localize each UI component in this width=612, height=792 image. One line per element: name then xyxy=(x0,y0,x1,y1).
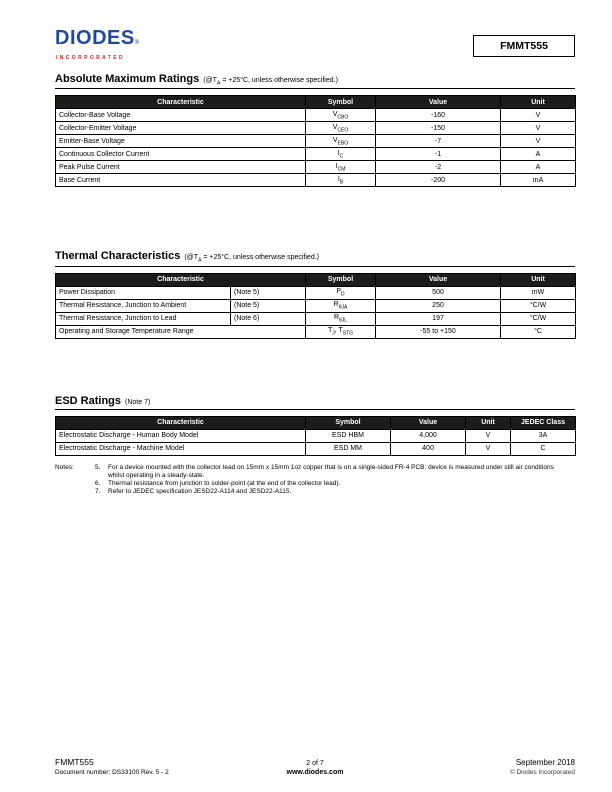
cell-value: -2 xyxy=(376,161,501,174)
cell-symbol xyxy=(306,109,376,122)
symbol-subscript: θJA xyxy=(338,304,348,311)
part-number-box: FMMT555 xyxy=(473,35,575,57)
table-row xyxy=(56,299,576,312)
cell-symbol xyxy=(306,299,376,312)
subtitle-suffix: = +25°C, unless otherwise specified.) xyxy=(201,254,319,262)
symbol-subscript: θJL xyxy=(339,317,348,324)
cell-unit: A xyxy=(501,148,576,161)
symbol-subscript: STG xyxy=(342,330,354,337)
cell-characteristic: Collector-Base Voltage xyxy=(56,109,306,122)
footer-right xyxy=(343,758,575,776)
column-header-jedec-class: JEDEC Class xyxy=(511,416,576,429)
cell-unit: mW xyxy=(501,286,576,299)
note-number: 6. xyxy=(95,479,101,487)
table-row xyxy=(56,109,576,122)
cell-jedec-class: 3A xyxy=(511,429,576,442)
symbol-subscript: CEO xyxy=(337,127,349,134)
cell-symbol: ESD MM xyxy=(306,442,391,455)
cell-characteristic: Thermal Resistance, Junction to Ambient xyxy=(56,299,231,312)
cell-unit: °C/W xyxy=(501,299,576,312)
cell-value: 197 xyxy=(376,312,501,325)
absolute-maximum-ratings-table xyxy=(55,95,576,187)
cell-characteristic: Continuous Collector Current xyxy=(56,148,306,161)
symbol-base: R xyxy=(333,301,339,309)
notes-label: Notes: xyxy=(55,463,74,471)
cell-value: 250 xyxy=(376,299,501,312)
column-header-symbol: Symbol xyxy=(306,96,376,109)
section-subtitle xyxy=(184,254,319,263)
symbol-base: V xyxy=(332,110,338,118)
symbol-base: V xyxy=(332,136,338,144)
symbol-base: I xyxy=(335,162,338,170)
esd-ratings-section xyxy=(55,395,575,456)
cell-symbol xyxy=(306,161,376,174)
cell-value: -55 to +150 xyxy=(376,325,501,338)
symbol-base: T xyxy=(327,327,333,335)
cell-characteristic: Power Dissipation xyxy=(56,286,231,299)
column-header-symbol: Symbol xyxy=(306,273,376,286)
cell-unit: A xyxy=(501,161,576,174)
note-text: Refer to JEDEC specification JESD22-A114 and JESD22-A115. xyxy=(108,487,292,495)
cell-symbol xyxy=(306,286,376,299)
cell-characteristic: Electrostatic Discharge - Machine Model xyxy=(56,442,306,455)
column-header-value: Value xyxy=(391,416,466,429)
note-item xyxy=(95,488,566,496)
cell-note: (Note 5) xyxy=(231,286,306,299)
section-heading xyxy=(55,73,575,89)
cell-characteristic: Emitter-Base Voltage xyxy=(56,135,306,148)
diodes-logo xyxy=(55,28,140,61)
note-number: 7. xyxy=(95,487,101,495)
symbol-base: R xyxy=(333,314,340,322)
symbol-base: V xyxy=(332,123,338,131)
logo-rest: IODES xyxy=(69,27,135,49)
symbol-subscript: CBO xyxy=(337,114,349,121)
table-header-row xyxy=(56,273,576,286)
column-header-characteristic: Characteristic xyxy=(56,96,306,109)
table-row xyxy=(56,442,576,455)
cell-value: 4,000 xyxy=(391,429,466,442)
section-title: Absolute Maximum Ratings xyxy=(55,73,200,85)
cell-characteristic: Collector-Emitter Voltage xyxy=(56,122,306,135)
footer-website-link[interactable]: www.diodes.com xyxy=(286,769,344,776)
cell-characteristic: Electrostatic Discharge - Human Body Model xyxy=(56,429,306,442)
note-text: For a device mounted with the collector lead on 15mm x 15mm 1oz copper that is on a single-sided FR-4 PCB; device is measured under still air conditions whilst operating in a steady-state. xyxy=(108,463,554,479)
subtitle-suffix: = +25°C, unless otherwise specified.) xyxy=(220,77,338,84)
logo-wordmark xyxy=(55,28,140,53)
symbol-subscript: D xyxy=(341,291,345,298)
subtitle-prefix: (@T xyxy=(184,254,199,262)
cell-characteristic: Base Current xyxy=(56,174,306,187)
cell-characteristic: Peak Pulse Current xyxy=(56,161,306,174)
symbol-base: I xyxy=(337,175,340,183)
cell-characteristic: Operating and Storage Temperature Range xyxy=(56,325,306,338)
footer-part-number: FMMT555 xyxy=(55,757,94,767)
section-heading xyxy=(55,395,575,410)
cell-symbol xyxy=(306,135,376,148)
cell-unit: V xyxy=(501,135,576,148)
symbol-subscript: C xyxy=(339,153,344,160)
table-row xyxy=(56,325,576,338)
subtitle-subscript: A xyxy=(198,257,202,264)
thermal-characteristics-section xyxy=(55,250,575,338)
esd-ratings-table xyxy=(55,416,576,456)
section-subtitle: (Note 7) xyxy=(125,398,151,406)
cell-value: -200 xyxy=(376,174,501,187)
cell-value: 500 xyxy=(376,286,501,299)
cell-symbol xyxy=(306,174,376,187)
cell-jedec-class: C xyxy=(511,442,576,455)
logo-d-glyph: D xyxy=(55,27,70,49)
note-text: Thermal resistance from junction to solder-point (at the end of the collector lead). xyxy=(108,479,341,487)
cell-symbol xyxy=(306,122,376,135)
page-header xyxy=(55,28,575,61)
note-item xyxy=(95,464,566,480)
table-row xyxy=(56,161,576,174)
symbol-subscript: EBO xyxy=(337,140,349,147)
cell-value: -150 xyxy=(376,122,501,135)
symbol-subscript: J xyxy=(332,330,335,337)
footer-page-number: 2 of 7 xyxy=(306,760,324,767)
cell-unit: V xyxy=(501,122,576,135)
note-item xyxy=(95,480,566,488)
subtitle-prefix: (@T xyxy=(203,77,217,84)
cell-unit: °C/W xyxy=(501,312,576,325)
column-header-unit: Unit xyxy=(501,273,576,286)
cell-value: -1 xyxy=(376,148,501,161)
column-header-value: Value xyxy=(376,96,501,109)
note-number: 5. xyxy=(95,463,101,471)
cell-value: -160 xyxy=(376,109,501,122)
cell-unit: V xyxy=(466,442,511,455)
table-row xyxy=(56,429,576,442)
logo-incorporated-text: INCORPORATED xyxy=(56,55,125,61)
cell-unit: mA xyxy=(501,174,576,187)
cell-symbol xyxy=(306,325,376,338)
column-header-characteristic: Characteristic xyxy=(56,273,306,286)
table-header-row xyxy=(56,416,576,429)
footer-document-number: Document number: DS33100 Rev. 5 - 2 xyxy=(55,769,169,776)
column-header-symbol: Symbol xyxy=(306,416,391,429)
section-heading xyxy=(55,250,575,266)
page-footer xyxy=(55,757,575,776)
column-header-unit: Unit xyxy=(466,416,511,429)
footer-copyright: © Diodes Incorporated xyxy=(509,769,575,776)
column-header-characteristic: Characteristic xyxy=(56,416,306,429)
symbol-base: P xyxy=(336,288,342,296)
subtitle-subscript: A xyxy=(216,80,221,87)
cell-note: (Note 5) xyxy=(231,299,306,312)
thermal-characteristics-table xyxy=(55,273,576,339)
symbol-base: I xyxy=(337,149,340,157)
absolute-maximum-ratings-section xyxy=(55,73,575,187)
registered-mark: ® xyxy=(134,40,140,46)
cell-unit: V xyxy=(501,109,576,122)
table-row xyxy=(56,286,576,299)
notes-block xyxy=(55,464,575,496)
footer-date: September 2018 xyxy=(515,758,575,767)
cell-unit: V xyxy=(466,429,511,442)
notes-list xyxy=(95,464,566,496)
footer-left xyxy=(55,757,287,776)
cell-note: (Note 6) xyxy=(231,312,306,325)
table-row xyxy=(56,148,576,161)
cell-characteristic: Thermal Resistance, Junction to Lead xyxy=(56,312,231,325)
section-title: Thermal Characteristics xyxy=(55,250,181,263)
table-row xyxy=(56,174,576,187)
section-title: ESD Ratings xyxy=(55,394,122,407)
column-header-unit: Unit xyxy=(501,96,576,109)
footer-center xyxy=(287,760,344,776)
column-header-value: Value xyxy=(376,273,501,286)
cell-value: 400 xyxy=(391,442,466,455)
cell-symbol xyxy=(306,148,376,161)
cell-value: -7 xyxy=(376,135,501,148)
cell-unit: °C xyxy=(501,325,576,338)
symbol-base: , T xyxy=(334,327,343,335)
cell-symbol xyxy=(306,312,376,325)
section-subtitle xyxy=(203,77,338,86)
cell-symbol: ESD HBM xyxy=(306,429,391,442)
symbol-subscript: CM xyxy=(337,166,346,173)
table-row xyxy=(56,135,576,148)
table-header-row xyxy=(56,96,576,109)
table-row xyxy=(56,122,576,135)
table-row xyxy=(56,312,576,325)
symbol-subscript: B xyxy=(339,179,344,186)
